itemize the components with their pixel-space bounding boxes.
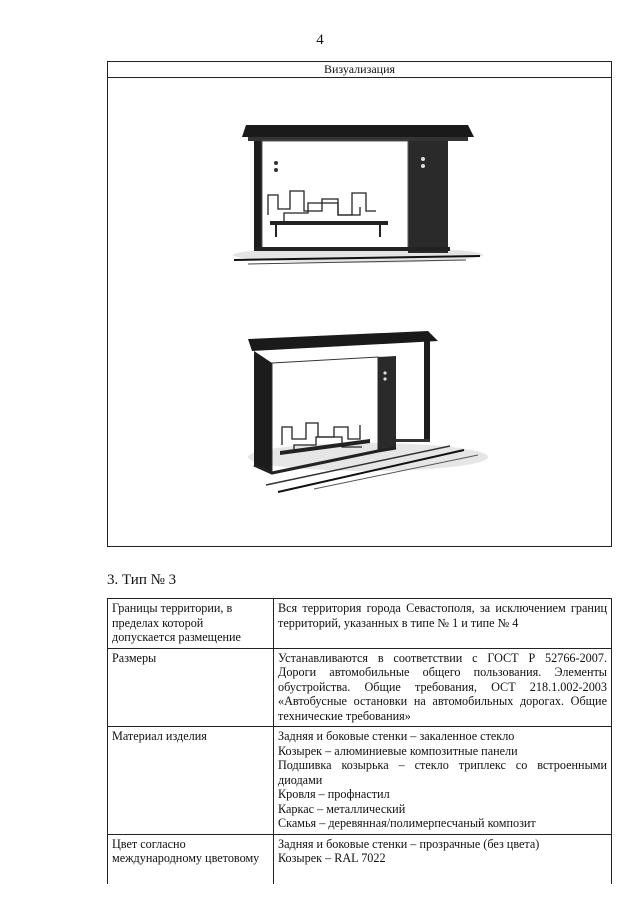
row-label: Размеры — [108, 648, 274, 727]
table-row — [108, 727, 612, 835]
value-line: Козырек – алюминиевые композитные панели — [278, 743, 518, 758]
table-row — [108, 599, 612, 649]
value-line: Задняя и боковые стенки – прозрачные (без цвета) — [278, 836, 540, 851]
value-line: Кровля – профнастил — [278, 787, 390, 801]
value-line: Вся территория города Севастополя, за исключением границ территорий, указанных в типе № 1 и типе № 4 — [278, 601, 607, 630]
value-line: Козырек – RAL 7022 — [278, 851, 386, 865]
value-line: Устанавливаются в соответствии с ГОСТ Р 52766-2007. Дороги автомобильные общего пользования. Элементы обустройства. Общие требования, ОСТ 218.1.002-2003 «Автобусные остановки на автомобильных дорогах. Общие технические требования» — [278, 650, 607, 723]
bus-stop-front-view-image — [228, 117, 488, 267]
row-value — [274, 834, 612, 884]
page-number: 4 — [316, 32, 324, 48]
table-row — [108, 648, 612, 727]
row-label: Цвет согласно международному цветовому — [108, 834, 274, 884]
row-label: Границы территории, в пределах которой допускается размещение — [108, 599, 274, 649]
value-line: Каркас – металлический — [278, 801, 406, 816]
visualization-header: Визуализация — [108, 62, 611, 78]
row-value — [274, 648, 612, 727]
row-value — [274, 599, 612, 649]
row-value — [274, 727, 612, 835]
section-heading: 3. Тип № 3 — [107, 572, 177, 588]
bus-stop-perspective-view-image — [228, 327, 488, 497]
table-row — [108, 834, 612, 884]
specification-table — [107, 598, 612, 884]
visualization-frame — [107, 61, 612, 547]
row-label: Материал изделия — [108, 727, 274, 835]
value-line: Подшивка козырька – стекло триплекс со встроенными диодами — [278, 758, 607, 787]
value-line: Задняя и боковые стенки – закаленное стекло — [278, 729, 515, 743]
value-line: Скамья – деревянная/полимерпесчаный композит — [278, 816, 536, 830]
